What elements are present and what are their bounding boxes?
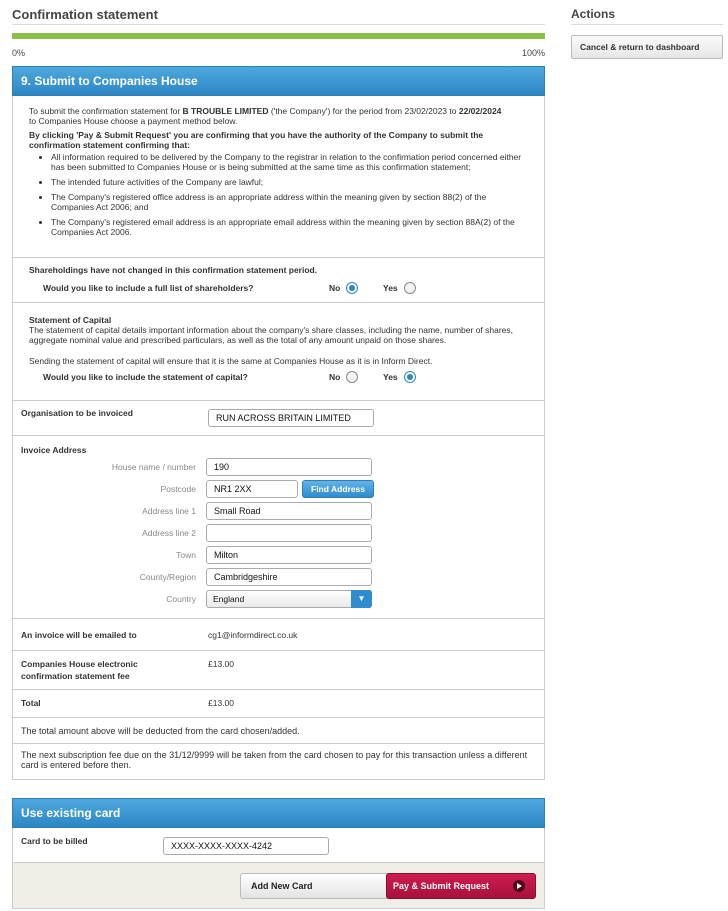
confirm-text: By clicking 'Pay & Submit Request' you are confirming that you have the authority of the Company to submit the confirmation statement confirming that: [29,130,484,150]
card-billed-label: Card to be billed [21,836,88,846]
town-row [21,544,536,566]
town-input[interactable]: Milton [206,546,372,564]
sidebar [571,0,723,59]
shareholders-no-option[interactable]: No [329,282,377,294]
progress-end-label: 100% [521,48,545,58]
county-input[interactable]: Cambridgeshire [206,568,372,586]
email-label: An invoice will be emailed to [21,630,137,640]
card-panel-title: Use existing card [12,798,545,828]
card-panel-box [12,798,545,863]
intro-text: To submit the confirmation statement for B TROUBLE LIMITED ('the Company') for the period from 23/02/2023 to 22/02/2024 to Companies House choose a payment method below. [29,106,502,126]
house-input[interactable]: 190 [206,458,372,476]
capital-question: Would you like to include the statement of capital? [43,372,248,382]
cancel-return-button[interactable]: Cancel & return to dashboard [571,35,723,59]
submit-panel-title: 9. Submit to Companies House [12,66,545,96]
capital-question-row [29,371,528,383]
subscription-section [13,744,544,779]
capital-desc: The statement of capital details important information about the company's share classes, including the name, number of shares, aggregate nominal value and prescribed particulars, as well as the total of any amount unpaid on those shares. [29,325,514,345]
pay-submit-button[interactable] [386,873,536,899]
shareholders-yes-radio[interactable] [404,282,416,294]
total-value: £13.00 [208,698,234,708]
intro-section [13,96,544,258]
add-new-card-button[interactable]: Add New Card [240,873,394,899]
country-row [21,588,536,610]
capital-yes-option[interactable]: Yes [383,371,431,383]
card-panel [12,798,545,909]
main-content [12,0,545,780]
line1-row [21,500,536,522]
capital-section [13,303,544,401]
line2-label: Address line 2 [142,528,196,538]
postcode-input[interactable]: NR1 2XX [206,480,298,498]
email-value: cg1@informdirect.co.uk [208,630,298,640]
capital-no-option[interactable]: No [329,371,377,383]
shareholders-question-row [29,282,528,294]
list-item: • All information required to be delivered by the Company to the registrar in relation to the confirmation period concerned either has been submitted to Companies House or is being submitted at the same time as this confirmation statement; [51,152,528,172]
capital-heading: Statement of Capital [29,315,112,325]
country-select[interactable] [206,590,372,608]
shareholders-question: Would you like to include a full list of shareholders? [43,283,254,293]
shareholders-no-radio[interactable] [346,282,358,294]
page-title: Confirmation statement [12,0,545,25]
submit-panel [12,66,545,780]
postcode-row [21,478,536,500]
pay-submit-label: Pay & Submit Request [393,881,490,891]
company-name: B TROUBLE LIMITED [182,106,269,116]
chevron-down-icon[interactable]: ▼ [351,590,372,608]
house-label: House name / number [111,462,196,472]
county-row [21,566,536,588]
invoice-address-section [13,436,544,619]
subscription-note: The next subscription fee due on the 31/12/9999 will be taken from the card chosen to pay for this transaction unless a different card is entered before then. [21,750,528,770]
period-end: 22/02/2024 [458,106,502,116]
play-icon [513,880,525,892]
org-section [13,401,544,436]
total-label: Total [21,698,41,708]
line2-row [21,522,536,544]
list-item: • The Company's registered email address is an appropriate email address within the meaning given by section 88A(2) of the Companies Act 2006. [51,217,528,237]
email-section [13,619,544,651]
capital-no-radio[interactable] [346,371,358,383]
invoice-address-heading: Invoice Address [21,445,87,455]
card-select[interactable]: XXXX-XXXX-XXXX-4242 [163,837,329,855]
fee-value: £13.00 [208,659,234,669]
fee-section [13,651,544,690]
capital-yes-radio[interactable] [404,371,416,383]
deduct-note: The total amount above will be deducted from the card chosen/added. [21,726,300,736]
house-row [21,456,536,478]
deduct-section [13,718,544,744]
country-value: England [213,594,245,604]
postcode-label: Postcode [160,484,196,494]
shareholdings-note: Shareholdings have not changed in this confirmation statement period. [29,265,318,275]
address-line2-input[interactable] [206,524,372,542]
fee-label: Companies House electronic confirmation statement fee [21,659,138,681]
progress-bar [12,33,545,39]
capital-desc2: Sending the statement of capital will ensure that it is the same at Companies House as it is in Inform Direct. [29,356,433,366]
country-label: Country [166,594,196,604]
org-label: Organisation to be invoiced [21,408,133,418]
sidebar-title: Actions [571,0,723,25]
card-footer [12,863,545,909]
progress-start-label: 0% [12,48,26,58]
shareholdings-section [13,258,544,303]
line1-label: Address line 1 [142,506,196,516]
list-item: • The Company's registered office address is an appropriate address within the meaning given by section 88(2) of the Companies Act 2006; and [51,192,528,212]
confirm-list [29,152,528,237]
shareholders-yes-option[interactable]: Yes [383,282,431,294]
find-address-button[interactable]: Find Address [302,480,374,498]
town-label: Town [176,550,196,560]
progress-labels [12,48,545,58]
org-input[interactable]: RUN ACROSS BRITAIN LIMITED [208,409,374,427]
county-label: County/Region [139,572,196,582]
total-section [13,690,544,718]
list-item: • The intended future activities of the Company are lawful; [51,177,528,187]
address-line1-input[interactable]: Small Road [206,502,372,520]
card-billed-section [13,828,544,862]
